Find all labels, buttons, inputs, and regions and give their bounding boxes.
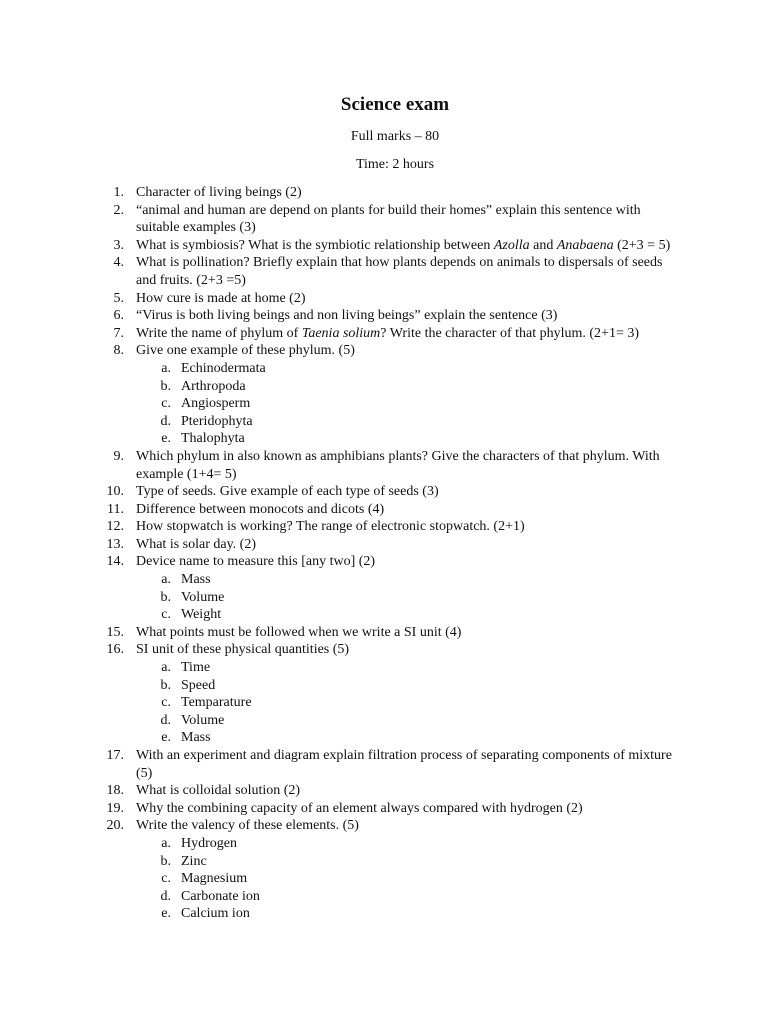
question-item	[103, 483, 673, 501]
question-number: 9.	[113, 448, 124, 464]
sub-item-letter: e.	[161, 730, 171, 746]
sub-item-text: Pteridophyta	[181, 413, 253, 429]
sub-item-text: Mass	[181, 572, 211, 588]
scientific-name: Azolla	[493, 237, 530, 253]
sub-item-letter: a.	[161, 572, 171, 588]
question-number: 10.	[106, 484, 124, 500]
sub-item-text: Zinc	[181, 853, 207, 869]
question-item	[103, 782, 673, 800]
sub-item	[103, 589, 673, 607]
sub-item-letter: b.	[160, 677, 171, 693]
question-text: What is colloidal solution (2)	[136, 783, 301, 799]
question-item	[103, 641, 673, 659]
question-text: Character of living beings (2)	[136, 185, 302, 200]
sub-item	[103, 853, 673, 871]
sub-item-letter: b.	[160, 853, 171, 869]
sub-item-letter: c.	[161, 871, 171, 887]
question-text: What is solar day. (2)	[136, 536, 256, 552]
question-item	[103, 202, 673, 237]
sub-item	[103, 360, 673, 378]
question-number: 11.	[107, 501, 124, 517]
sub-item-text: Calcium ion	[181, 906, 250, 922]
question-item	[103, 184, 673, 202]
question-number: 7.	[113, 325, 124, 341]
question-number: 5.	[113, 290, 124, 306]
question-item	[103, 817, 673, 835]
sub-item-text: Hydrogen	[181, 835, 237, 851]
question-item	[103, 800, 673, 818]
sub-item	[103, 677, 673, 695]
sub-item	[103, 395, 673, 413]
question-text: Write the valency of these elements. (5)	[136, 818, 359, 834]
question-text-segment: ? Write the character of that phylum. (2+1= 3)	[380, 325, 640, 341]
question-item	[103, 290, 673, 308]
sub-item-letter: d.	[160, 413, 171, 429]
sub-item-letter: b.	[160, 589, 171, 605]
sub-item	[103, 413, 673, 431]
sub-item-letter: a.	[161, 660, 171, 676]
question-item	[103, 747, 673, 782]
question-number: 20.	[106, 818, 124, 834]
question-text: Device name to measure this [any two] (2)	[136, 554, 376, 570]
question-item	[103, 553, 673, 571]
question-text: With an experiment and diagram explain filtration process of separating components of mixture (5)	[136, 748, 672, 781]
sub-item-text: Echinodermata	[181, 360, 266, 376]
question-item	[103, 254, 673, 289]
scientific-name: Taenia solium	[301, 325, 381, 341]
question-number: 18.	[106, 783, 124, 799]
sub-item	[103, 430, 673, 448]
sub-item	[103, 712, 673, 730]
sub-item-text: Thalophyta	[181, 431, 245, 447]
sub-item	[103, 378, 673, 396]
question-item	[103, 624, 673, 642]
sub-item	[103, 694, 673, 712]
question-number: 14.	[106, 554, 124, 570]
sub-item-text: Time	[181, 660, 211, 676]
sub-item	[103, 659, 673, 677]
question-text: What points must be followed when we write a SI unit (4)	[136, 624, 462, 640]
sub-item-text: Temparature	[181, 695, 252, 711]
sub-item-letter: e.	[161, 906, 171, 922]
sub-item-text: Magnesium	[181, 871, 248, 887]
question-text: Difference between monocots and dicots (4)	[136, 501, 385, 517]
sub-item-letter: d.	[160, 888, 171, 904]
question-item	[103, 518, 673, 536]
question-text: SI unit of these physical quantities (5)	[136, 642, 350, 658]
sub-item-text: Angiosperm	[181, 396, 251, 412]
question-text-segment: What is symbiosis? What is the symbiotic relationship between	[136, 237, 494, 253]
sub-item-letter: e.	[161, 431, 171, 447]
question-item	[103, 237, 673, 255]
sub-item-letter: a.	[161, 360, 171, 376]
sub-item	[103, 729, 673, 747]
sub-item-letter: c.	[161, 396, 171, 412]
question-item	[103, 536, 673, 554]
question-number: 15.	[106, 624, 124, 640]
scientific-name: Anabaena	[556, 237, 614, 253]
question-text	[136, 326, 639, 341]
question-text-segment: (2+3 = 5)	[613, 237, 671, 253]
sub-item-letter: a.	[161, 835, 171, 851]
question-item	[103, 342, 673, 360]
question-text-segment: and	[529, 237, 557, 253]
question-number: 1.	[113, 185, 124, 200]
sub-item-letter: d.	[160, 712, 171, 728]
sub-item-letter: c.	[161, 695, 171, 711]
question-number: 3.	[113, 237, 124, 253]
question-number: 6.	[113, 308, 124, 324]
sub-item-letter: c.	[161, 607, 171, 623]
question-number: 16.	[106, 642, 124, 658]
sub-item-text: Weight	[181, 607, 222, 623]
question-text: “Virus is both living beings and non living beings” explain the sentence (3)	[136, 308, 558, 324]
sub-item	[103, 835, 673, 853]
question-list	[103, 184, 673, 923]
sub-item	[103, 606, 673, 624]
sub-item	[103, 888, 673, 906]
sub-item-letter: b.	[160, 378, 171, 394]
question-text: How stopwatch is working? The range of electronic stopwatch. (2+1)	[136, 519, 525, 535]
question-text: Which phylum in also known as amphibians plants? Give the characters of that phylum. With example (1+4= 5)	[136, 448, 660, 482]
sub-item	[103, 905, 673, 923]
sub-item-text: Mass	[181, 730, 211, 746]
question-text: Type of seeds. Give example of each type of seeds (3)	[136, 484, 439, 500]
question-text-segment: Write the name of phylum of	[136, 325, 302, 341]
question-text: Why the combining capacity of an element always compared with hydrogen (2)	[136, 800, 583, 816]
sub-item-text: Volume	[181, 589, 225, 605]
question-text: How cure is made at home (2)	[136, 290, 306, 306]
question-number: 17.	[106, 748, 124, 763]
question-number: 12.	[106, 519, 124, 535]
question-number: 19.	[106, 800, 124, 816]
question-item	[103, 307, 673, 325]
question-number: 8.	[113, 343, 124, 359]
question-number: 4.	[113, 255, 124, 271]
sub-item	[103, 870, 673, 888]
question-number: 2.	[113, 202, 124, 218]
question-text	[136, 238, 670, 253]
exam-time: Time: 2 hours	[355, 157, 435, 172]
sub-item-text: Carbonate ion	[181, 888, 260, 904]
question-item	[103, 448, 673, 483]
sub-item-text: Arthropoda	[181, 378, 246, 394]
question-text: “animal and human are depend on plants for build their homes” explain this sentence with suitable examples (3)	[136, 202, 641, 236]
question-number: 13.	[106, 536, 124, 552]
sub-item-text: Volume	[181, 712, 225, 728]
question-text: Give one example of these phylum. (5)	[136, 343, 355, 359]
question-item	[103, 325, 673, 343]
full-marks: Full marks – 80	[350, 129, 440, 144]
exam-title: Science exam	[340, 94, 450, 115]
sub-item-text: Speed	[181, 677, 216, 693]
question-item	[103, 501, 673, 519]
question-text: What is pollination? Briefly explain that how plants depends on animals to dispersals of seeds and fruits. (2+3 =5)	[136, 255, 663, 288]
sub-item	[103, 571, 673, 589]
